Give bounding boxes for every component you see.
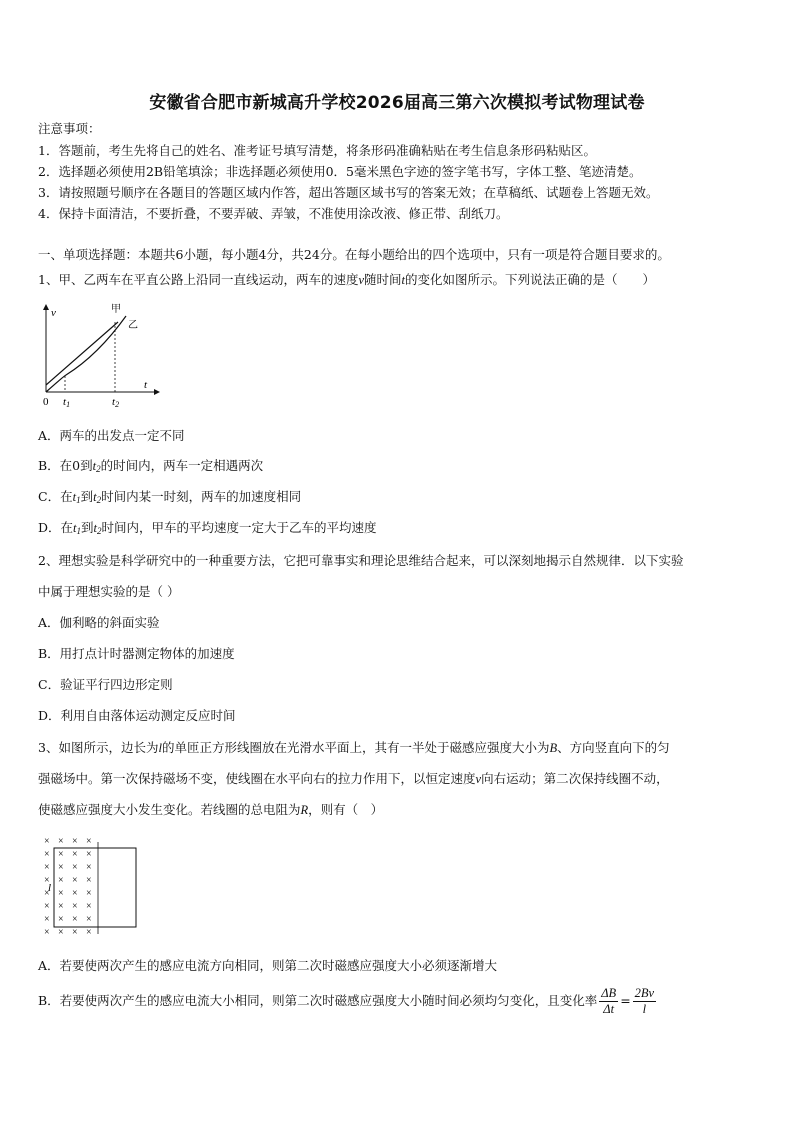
question-3-stem-line2 [38,771,669,787]
coil-square [54,848,136,927]
notice-item-1: 1．答题前，考生先将自己的姓名、准考证号填写清楚，将条形码准确粘贴在考生信息条形码粘贴区。 [38,143,596,158]
option-text: 到 [81,520,94,535]
var-t2: $t_2$ [93,521,102,536]
field-cross-icon: × [44,836,50,847]
q3-option-b-text: B．若要使两次产生的感应电流大小相同，则第二次时磁感应强度大小随时间必须均匀变化，且变化率 [38,993,598,1008]
field-cross-icon: × [44,862,50,873]
field-cross-icon: × [72,836,78,847]
field-cross-icon: × [72,888,78,899]
question-3-stem-line3 [38,802,383,818]
question-3-stem-line1 [38,740,670,756]
q2-option-b: B．用打点计时器测定物体的加速度 [38,646,235,661]
rate-fraction: $\frac{\Delta B}{\Delta t}$ [601,986,617,1016]
q1-option-d [38,520,377,539]
q3-text: 向右运动；第二次保持线圈不动， [481,771,669,786]
q3-text: 、方向竖直向下的匀 [557,740,670,755]
q1-option-c [38,489,301,508]
question-2-stem-line1: 2、理想实验是科学研究中的一种重要方法，它把可靠事实和理论思维结合起来，可以深刻地揭示自然规律．以下实验 [38,553,684,568]
q3-text: 的单匝正方形线圈放在光滑水平面上，其有一半处于磁感应强度大小为 [161,740,550,755]
var-t2: $t_2$ [92,459,101,474]
option-text: B．在0到 [38,458,93,473]
magnetic-field-crosses [44,836,92,938]
graph-origin-label: 0 [43,396,49,408]
equals-sign: = [620,993,631,1008]
q1-velocity-time-graph [36,300,166,410]
option-text: D．在 [38,520,74,535]
field-cross-icon: × [44,914,50,925]
q1-option-b [38,458,263,477]
graph-curve-yi [46,316,126,392]
field-cross-icon: × [86,914,92,925]
q2-option-c: C．验证平行四边形定则 [38,677,173,692]
field-cross-icon: × [86,901,92,912]
field-cross-icon: × [44,888,50,899]
field-cross-icon: × [72,862,78,873]
option-text: 时间内某一时刻，两车的加速度相同 [101,489,302,504]
q1-option-a: A．两车的出发点一定不同 [38,428,185,443]
notice-item-3: 3．请按照题号顺序在各题目的答题区域内作答，超出答题区域书写的答案无效；在草稿纸、试题卷上答题无效。 [38,185,659,200]
field-cross-icon: × [58,888,64,899]
field-cross-icon: × [58,862,64,873]
field-cross-icon: × [72,927,78,938]
var-t1: $t_1$ [73,521,82,536]
page-title: 安徽省合肥市新城高升学校2026届高三第六次模拟考试物理试卷 [149,93,645,113]
q1-stem-var-v: v [358,273,365,287]
option-text: 时间内，甲车的平均速度一定大于乙车的平均速度 [101,520,377,535]
question-2-stem-line2: 中属于理想实验的是（ ） [38,584,180,599]
var-b: B [549,741,558,755]
q2-option-a: A．伽利略的斜面实验 [38,615,160,630]
value-fraction: $\frac{2Bv}{l}$ [634,986,655,1016]
field-cross-icon: × [86,849,92,860]
q2-option-d: D．利用自由落体运动测定反应时间 [38,708,236,723]
question-1-stem [38,272,655,288]
field-cross-icon: × [44,849,50,860]
field-cross-icon: × [58,836,64,847]
q3-text: 3、如图所示，边长为 [38,740,159,755]
option-text: 到 [80,489,94,504]
option-text: C．在 [38,489,73,504]
section-heading: 一、单项选择题：本题共6小题，每小题4分，共24分。在每小题给出的四个选项中，只有一项是符合题目要求的。 [38,247,670,262]
field-cross-icon: × [58,849,64,860]
var-r: R [300,803,309,817]
field-cross-icon: × [44,875,50,886]
field-cross-icon: × [58,901,64,912]
field-cross-icon: × [58,875,64,886]
q1-stem-part: 的变化如图所示。下列说法正确的是（ ） [405,272,656,287]
field-cross-icon: × [86,927,92,938]
graph-line-jia [46,322,118,385]
notice-heading: 注意事项： [38,121,101,136]
field-cross-icon: × [86,862,92,873]
field-cross-icon: × [72,914,78,925]
field-cross-icon: × [72,875,78,886]
q1-stem-part: 随时间 [364,272,402,287]
field-cross-icon: × [86,875,92,886]
field-cross-icon: × [86,888,92,899]
graph-y-label: v [51,307,56,319]
var-t2: $t_2$ [93,490,102,505]
q3-magnetic-field-figure [40,832,145,942]
coil-side-label: l [48,882,52,894]
field-cross-icon: × [44,927,50,938]
field-cross-icon: × [58,927,64,938]
q3-text: 强磁场中。第一次保持磁场不变，使线圈在水平向右的拉力作用下，以恒定速度 [38,771,476,786]
q1-stem-part: 1、甲、乙两车在平直公路上沿同一直线运动，两车的速度 [38,272,359,287]
var-t1: $t_1$ [72,490,81,505]
notice-item-2: 2．选择题必须使用2B铅笔填涂；非选择题必须使用0．5毫米黑色字迹的签字笔书写，字体工整、笔迹清楚。 [38,164,642,179]
graph-t2-label: t2 [112,396,120,409]
notice-item-4: 4．保持卡面清洁，不要折叠，不要弄破、弄皱，不准使用涂改液、修正带、刮纸刀。 [38,206,509,221]
q1-stem-var-t: t [401,273,406,287]
graph-x-label: t [144,379,148,391]
field-cross-icon: × [86,836,92,847]
graph-jia-label: 甲 [111,304,121,315]
var-l: l [158,741,162,755]
graph-yi-label: 乙 [128,320,138,331]
y-axis-arrow-icon [43,304,49,310]
option-text: 的时间内，两车一定相遇两次 [100,458,264,473]
var-v: v [475,772,482,786]
q3-option-a: A．若要使两次产生的感应电流方向相同，则第二次时磁感应强度大小必须逐渐增大 [38,958,498,973]
x-axis-arrow-icon [154,389,160,395]
graph-t1-label: t1 [63,396,71,409]
field-cross-icon: × [44,901,50,912]
field-cross-icon: × [72,901,78,912]
field-cross-icon: × [58,914,64,925]
q3-text: 使磁感应强度大小发生变化。若线圈的总电阻为 [38,802,301,817]
field-cross-icon: × [72,849,78,860]
q3-text: ，则有（ ） [308,802,384,817]
q3-option-b [38,986,658,1017]
